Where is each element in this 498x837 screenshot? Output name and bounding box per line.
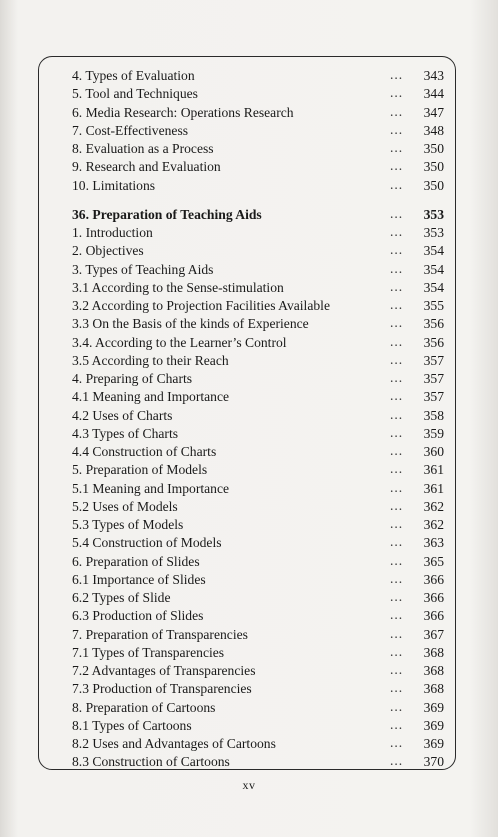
toc-entry-row [72,626,444,644]
toc-entry-row [72,607,444,625]
toc-entry-row [72,388,444,406]
toc-entry-title: 3.1 According to the Sense-stimulation [72,279,284,295]
leader-dots: ... [390,516,404,531]
toc-entry-title: 6.2 Types of Slide [72,590,171,605]
leader-dots: ... [390,406,404,422]
leader-dots: ... [390,443,404,458]
toc-page-number: 363 [423,535,444,551]
toc-page-number: 350 [423,141,444,156]
leader-dots: ... [390,479,404,495]
leader-dots: ... [390,140,404,155]
leader-dots: ... [390,297,404,312]
toc-page-number: 358 [423,407,444,423]
toc-page-number: 362 [423,498,444,514]
leader-dots: ... [390,698,404,714]
toc-page-number: 362 [423,517,444,532]
toc-entry-title: 4.4 Construction of Charts [72,444,217,459]
toc-entry-row [72,516,444,534]
leader-dots: ... [390,370,404,385]
toc-entry-title: 2. Objectives [72,243,144,259]
leader-dots: ... [390,424,404,440]
leader-dots: ... [390,589,404,604]
toc-page-number: 357 [423,352,444,368]
leader-dots: ... [390,735,404,750]
toc-entry-row [72,158,444,176]
toc-entry-title: 4. Types of Evaluation [72,68,195,83]
toc-page-number: 354 [423,243,444,259]
toc-page-number: 356 [423,334,444,350]
leader-dots: ... [390,224,404,239]
toc-entry-row [72,315,444,333]
toc-entry-title: 8. Evaluation as a Process [72,141,214,156]
toc-page-number: 354 [423,261,444,277]
toc-entry-title: 8.1 Types of Cartoons [72,717,192,733]
toc-page-number: 368 [423,663,444,678]
leader-dots: ... [390,570,404,586]
toc-entry-title: 4. Preparing of Charts [72,371,193,386]
toc-page-number: 353 [423,206,444,222]
toc-entry-title: 3.2 According to Projection Facilities Available [72,298,330,313]
toc-page-number: 359 [423,425,444,441]
toc-page-number: 357 [423,389,444,405]
toc-entry-row [72,261,444,279]
toc-entry-title: 7.1 Types of Transparencies [72,644,225,660]
leader-dots: ... [390,278,404,294]
toc-entry-title: 6. Preparation of Slides [72,553,200,569]
leader-dots: ... [390,388,404,404]
leader-dots: ... [390,534,404,550]
toc-entry-row [72,104,444,122]
toc-page-number: 350 [423,159,444,175]
toc-entry-title: 5.1 Meaning and Importance [72,480,230,496]
toc-entry-row [72,571,444,589]
leader-dots: ... [390,333,404,349]
leader-dots: ... [390,315,404,331]
toc-page-number: 343 [423,68,444,83]
toc-entry-row [72,699,444,717]
toc-entry-title: 5.2 Uses of Models [72,498,178,514]
toc-entry-title: 5. Preparation of Models [72,462,208,478]
toc-page-number: 367 [423,626,444,642]
toc-entry-title: 7.2 Advantages of Transparencies [72,663,256,678]
toc-entry-title: 8.3 Construction of Cartoons [72,754,230,770]
toc-page-number: 369 [423,699,444,715]
toc-entry-title: 3.3 On the Basis of the kinds of Experience [72,316,309,332]
toc-entry-row [72,297,444,315]
leader-dots: ... [390,680,404,696]
toc-page-number: 353 [423,225,444,240]
toc-page-number: 366 [423,571,444,587]
leader-dots: ... [390,461,404,477]
leader-dots: ... [390,497,404,513]
chapter-title: 36. Preparation of Teaching Aids [72,206,262,222]
toc-page-number: 350 [423,177,444,193]
toc-entry-row [72,67,444,85]
toc-entry-row [72,122,444,140]
leader-dots: ... [390,662,404,677]
leader-dots: ... [390,121,404,137]
toc-entry-title: 8.2 Uses and Advantages of Cartoons [72,736,276,751]
toc-page-number: 365 [423,553,444,569]
leader-dots: ... [390,103,404,119]
toc-entry-row [72,224,444,242]
leader-dots: ... [390,205,404,221]
toc-entry-row [72,480,444,498]
toc-page-number: 361 [423,462,444,478]
leader-dots: ... [390,625,404,641]
toc-page-number: 354 [423,279,444,295]
toc-page-number: 347 [423,104,444,120]
toc-entry-row [72,443,444,461]
toc-page-number: 360 [423,444,444,459]
toc-entry-row [72,553,444,571]
toc-entry-row [72,140,444,158]
page-number-footer: xv [242,778,256,792]
toc-entry-title: 10. Limitations [72,177,156,193]
leader-dots: ... [390,260,404,276]
toc-entry-title: 6.1 Importance of Slides [72,571,206,587]
toc-entry-title: 9. Research and Evaluation [72,159,221,175]
toc-entry-row [72,279,444,297]
toc-entry-row [72,242,444,260]
toc-entry-title: 3.4. According to the Learner’s Control [72,334,287,350]
leader-dots: ... [390,67,404,82]
toc-page-number: 361 [423,480,444,496]
toc-entry-title: 5.3 Types of Models [72,517,184,532]
chapter-heading-row [72,206,444,224]
toc-entry-row [72,85,444,103]
toc-entry-title: 7. Preparation of Transparencies [72,626,248,642]
toc-entry-row [72,589,444,607]
leader-dots: ... [390,643,404,659]
leader-dots: ... [390,753,404,769]
toc-entry-title: 7.3 Production of Transparencies [72,681,252,697]
toc-entry-title: 1. Introduction [72,225,153,240]
toc-entry-row [72,735,444,753]
toc-entry-row [72,407,444,425]
toc-page-number: 366 [423,590,444,605]
leader-dots: ... [390,351,404,367]
toc-page-number: 368 [423,644,444,660]
toc-entry-title: 3. Types of Teaching Aids [72,261,214,277]
toc-entry-row [72,370,444,388]
toc-entry-title: 5.4 Construction of Models [72,535,222,551]
toc-page-number: 344 [423,86,444,102]
toc-entry-row [72,680,444,698]
toc-page-number: 348 [423,122,444,138]
toc-page-number: 366 [423,608,444,624]
toc-entry-title: 4.1 Meaning and Importance [72,389,230,405]
toc-entry-row [72,334,444,352]
toc-entry-row [72,461,444,479]
toc-page-number: 357 [423,371,444,386]
toc-entry-row [72,662,444,680]
toc-entry-row [72,644,444,662]
toc-page-number: 356 [423,316,444,332]
toc-page-number: 369 [423,736,444,751]
toc-entry-row [72,753,444,771]
toc-entry-title: 7. Cost-Effectiveness [72,122,189,138]
toc-entry-title: 6. Media Research: Operations Research [72,104,294,120]
leader-dots: ... [390,158,404,174]
toc-entry-row [72,498,444,516]
leader-dots: ... [390,242,404,258]
toc-page-number: 368 [423,681,444,697]
toc-entry-title: 4.3 Types of Charts [72,425,179,441]
toc-entry-title: 8. Preparation of Cartoons [72,699,216,715]
toc-page-number: 369 [423,717,444,733]
table-of-contents [72,67,444,772]
toc-page-number: 370 [423,754,444,770]
toc-entry-row [72,177,444,195]
toc-entry-row [72,425,444,443]
toc-entry-title: 4.2 Uses of Charts [72,407,173,423]
leader-dots: ... [390,716,404,732]
leader-dots: ... [390,176,404,192]
toc-entry-title: 6.3 Production of Slides [72,608,204,624]
toc-entry-title: 3.5 According to their Reach [72,352,229,368]
toc-entry-title: 5. Tool and Techniques [72,86,198,102]
toc-entry-row [72,717,444,735]
toc-entry-row [72,352,444,370]
toc-entry-row [72,534,444,552]
leader-dots: ... [390,607,404,623]
leader-dots: ... [390,85,404,101]
toc-page-number: 355 [423,298,444,313]
leader-dots: ... [390,552,404,568]
